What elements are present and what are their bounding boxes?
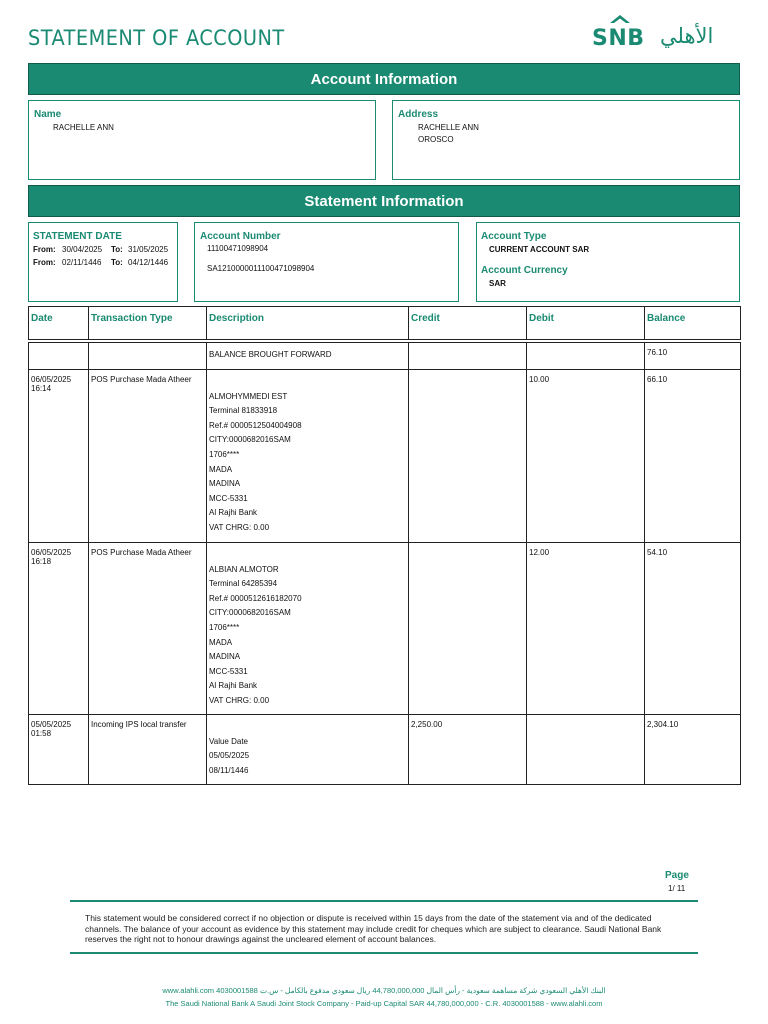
to-hijri-date: 04/12/1446: [128, 258, 169, 267]
from-greg-date: 30/04/2025: [62, 245, 103, 254]
description-line: Ref.# 0000512616182070: [209, 593, 302, 603]
iban-value: SA1210000011100471098904: [207, 264, 315, 273]
description-line: Ref.# 0000512504004908: [209, 420, 302, 430]
description-line: Value Date: [209, 736, 248, 746]
cell-balance: 2,304.10: [645, 715, 741, 785]
description-line: MADINA: [209, 652, 241, 662]
description-line: Al Rajhi Bank: [209, 681, 258, 691]
statement-information-header: Statement Information: [28, 185, 740, 217]
from-label: From:: [33, 245, 56, 254]
cell-debit: [527, 715, 645, 785]
description-line: ALMOHYMMEDI EST: [209, 391, 288, 401]
account-type-value: CURRENT ACCOUNT SAR: [489, 245, 590, 254]
address-label: Address: [398, 109, 439, 120]
cell-debit: [527, 343, 645, 370]
description-line: 1706****: [209, 622, 240, 632]
cell-transaction-type: Incoming IPS local transfer: [89, 715, 207, 785]
description-line: [209, 548, 406, 563]
cell-date: 06/05/2025 16:14: [29, 370, 89, 543]
cell-date: 06/05/2025 16:18: [29, 543, 89, 715]
name-label: Name: [34, 109, 62, 120]
column-header-credit: Credit: [409, 307, 527, 340]
cell-balance: 54.10: [645, 543, 741, 715]
description-line: MCC-5331: [209, 666, 248, 676]
cell-balance: 66.10: [645, 370, 741, 543]
column-header-balance: Balance: [645, 307, 741, 340]
description-line: CITY:0000682016SAM: [209, 435, 291, 445]
description-line: Al Rajhi Bank: [209, 508, 258, 518]
cell-balance: 76.10: [645, 343, 741, 370]
table-row: [29, 343, 741, 370]
account-number-label: Account Number: [200, 231, 281, 242]
column-header-description: Description: [207, 307, 409, 340]
cell-description: [207, 343, 409, 370]
cell-date: 05/05/2025 01:58: [29, 715, 89, 785]
address-line-1: RACHELLE ANN: [418, 123, 479, 132]
statement-date-box: [28, 222, 178, 302]
name-value: RACHELLE ANN: [53, 123, 114, 132]
page-number: 1/ 11: [668, 884, 686, 893]
description-line: MCC-5331: [209, 493, 248, 503]
cell-date: [29, 343, 89, 370]
cell-transaction-type: POS Purchase Mada Atheer: [89, 543, 207, 715]
footer-english: The Saudi National Bank A Saudi Joint Stock Company - Paid-up Capital SAR 44,780,000,000 - C.R. 4030001588 - www.alahli.com: [165, 999, 603, 1008]
account-currency-value: SAR: [489, 279, 506, 288]
to-label: To:: [111, 245, 123, 254]
column-header-date: Date: [29, 307, 89, 340]
statement-date-label: STATEMENT DATE: [33, 231, 122, 242]
cell-debit: 10.00: [527, 370, 645, 543]
cell-transaction-type: [89, 343, 207, 370]
cell-credit: [409, 543, 527, 715]
logo-arabic: الأهلي: [660, 24, 714, 48]
account-type-box: [476, 222, 740, 302]
account-number-value: 11100471098904: [207, 244, 269, 253]
description-line: [209, 720, 406, 735]
cell-description: [207, 543, 409, 715]
from-hijri-date: 02/11/1446: [62, 258, 102, 267]
name-box: [28, 100, 376, 180]
cell-credit: [409, 370, 527, 543]
transactions-table: [28, 306, 741, 785]
footer-arabic: www.alahli.com 4030001588 البنك الأهلي السعودي شركة مساهمة سعودية - رأس المال 44,780,000,000 ريال سعودي مدفوع بالكامل - س.ت: [162, 986, 606, 995]
cell-credit: [409, 343, 527, 370]
description-line: 05/05/2025: [209, 751, 250, 761]
page-label: Page: [665, 870, 689, 881]
from-label-hijri: From:: [33, 258, 56, 267]
table-header-row: [29, 307, 741, 340]
disclaimer-text: This statement would be considered correct if no objection or dispute is received within 15 days from the date of the statement via and of the dedicated channels. The balance of your account as evidence by this statement may include credit for cheques which are subject to clearance. Saudi National Bank reserves the right not to honour drawings against the uncleared element of account balances.: [85, 913, 662, 944]
divider-bottom: [70, 952, 698, 954]
description-line: 08/11/1446: [209, 765, 249, 775]
cell-debit: 12.00: [527, 543, 645, 715]
account-currency-label: Account Currency: [481, 265, 568, 276]
description-line: ALBIAN ALMOTOR: [209, 564, 279, 574]
description-line: MADA: [209, 637, 233, 647]
description-line: [209, 375, 406, 390]
description-line: Terminal 64285394: [209, 579, 278, 589]
description-line: 1706****: [209, 449, 240, 459]
description-line: MADA: [209, 464, 233, 474]
cell-transaction-type: POS Purchase Mada Atheer: [89, 370, 207, 543]
snb-logo: [592, 14, 742, 54]
column-header-debit: Debit: [527, 307, 645, 340]
description-line: BALANCE BROUGHT FORWARD: [209, 350, 332, 359]
table-row: [29, 715, 741, 785]
table-row: [29, 370, 741, 543]
address-box: [392, 100, 740, 180]
cell-description: [207, 370, 409, 543]
statement-title: STATEMENT OF ACCOUNT: [28, 26, 285, 50]
description-line: Terminal 81833918: [209, 406, 278, 416]
description-line: MADINA: [209, 479, 241, 489]
account-type-label: Account Type: [481, 231, 547, 242]
description-line: CITY:0000682016SAM: [209, 608, 291, 618]
address-line-2: OROSCO: [418, 135, 454, 144]
column-header-transaction-type: Transaction Type: [89, 307, 207, 340]
to-label-hijri: To:: [111, 258, 123, 267]
logo-text: SNB: [592, 26, 645, 51]
divider-top: [70, 900, 698, 902]
cell-description: [207, 715, 409, 785]
to-greg-date: 31/05/2025: [128, 245, 169, 254]
cell-credit: 2,250.00: [409, 715, 527, 785]
account-number-box: [194, 222, 459, 302]
description-line: VAT CHRG: 0.00: [209, 522, 270, 532]
description-line: VAT CHRG: 0.00: [209, 695, 270, 705]
table-row: [29, 543, 741, 715]
account-information-header: Account Information: [28, 63, 740, 95]
